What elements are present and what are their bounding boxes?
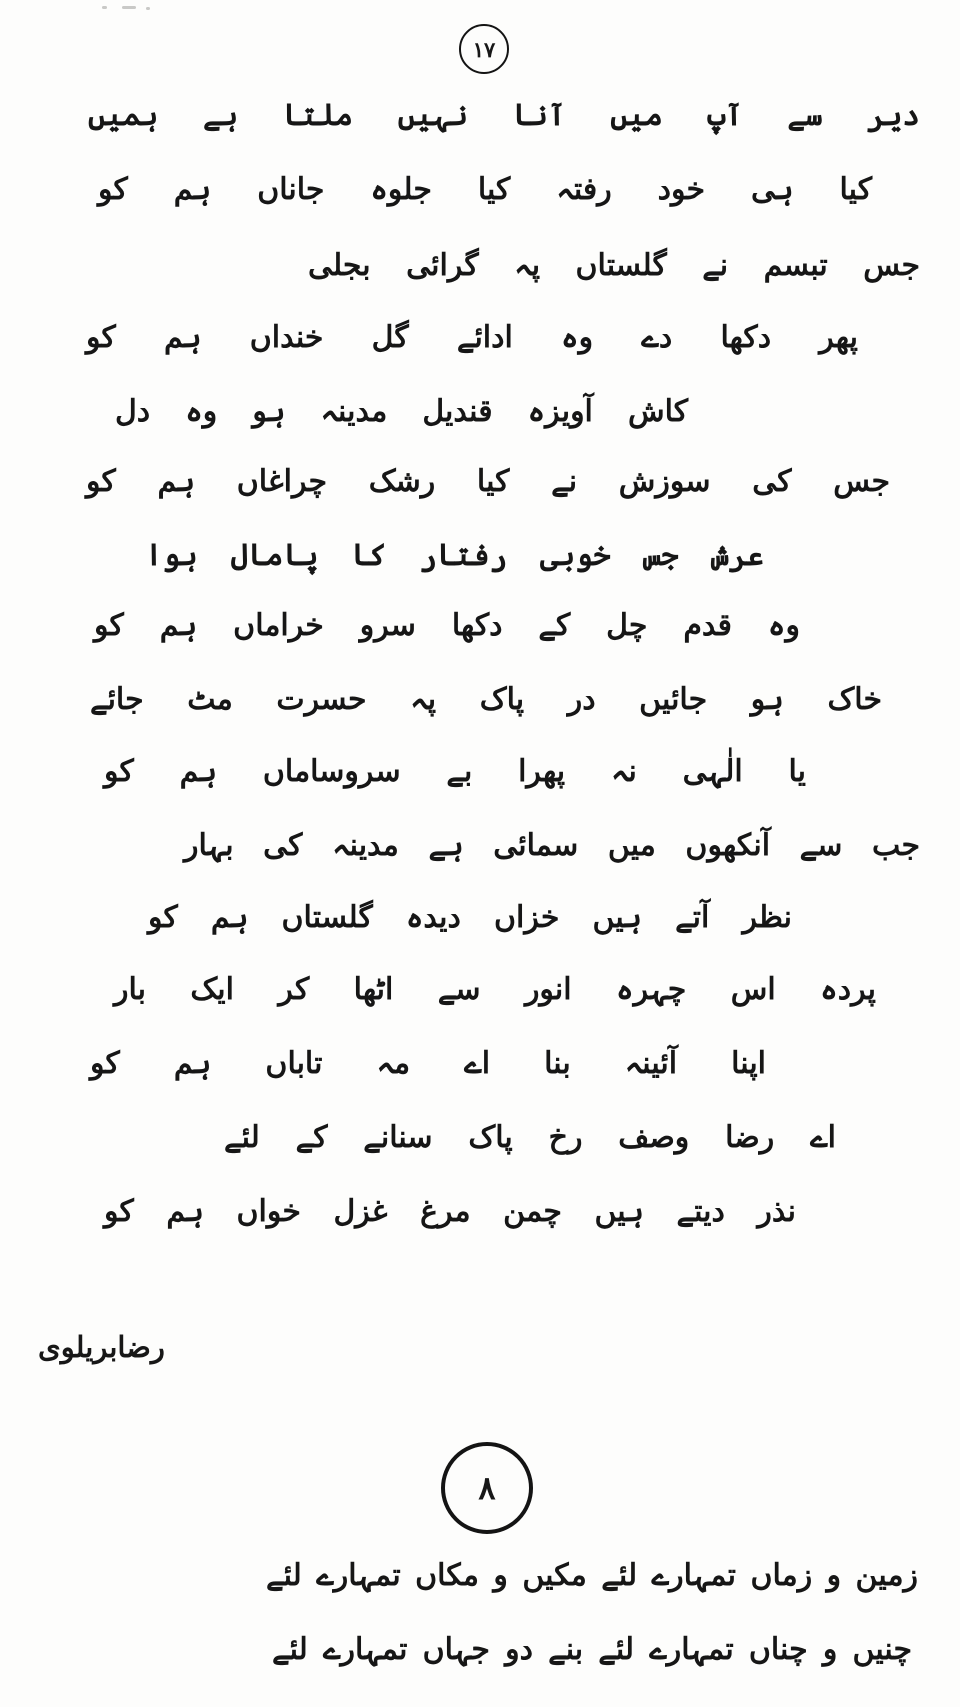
poem-line: اپنا آئینہ بنا اے مہ تاباں ہم کو <box>90 1046 766 1081</box>
poem-line: عرش جس خوبی رفتار کا پامال ہوا <box>145 538 764 573</box>
poet-signature: رضابریلوی <box>38 1330 165 1364</box>
poem-line: کاش آویزہ قندیل مدینہ ہو وہ دل <box>115 394 688 429</box>
poem-line: اے رضا وصف رخ پاک سنانے کے لئے <box>224 1120 836 1155</box>
poem-number-badge <box>441 1442 533 1534</box>
poem-line: کیا ہی خود رفتہ کیا جلوہ جاناں ہم کو <box>98 172 872 207</box>
page-number: ۱۷ <box>472 36 496 62</box>
poem-line: چنیں و چناں تمہارے لئے بنے دو جہاں تمہارے لئے <box>272 1632 912 1667</box>
poem-line: خاک ہو جائیں در پاک پہ حسرت مٹ جائے <box>90 682 882 717</box>
poem-line: نظر آتے ہیں خزاں دیدہ گلستاں ہم کو <box>148 900 792 935</box>
poem-number: ۸ <box>478 1469 496 1507</box>
poem-line: نذر دیتے ہیں چمن مرغ غزل خواں ہم کو <box>104 1194 796 1229</box>
poem-line: جس کی سوزش نے کیا رشک چراغاں ہم کو <box>86 464 890 499</box>
poem-line: پھر دکھا دے وہ ادائے گل خنداں ہم کو <box>86 320 858 355</box>
poem-line: یا الٰہی نہ پھرا بے سروساماں ہم کو <box>104 754 806 789</box>
poem-line: وہ قدم چل کے دکھا سرو خراماں ہم کو <box>94 608 800 643</box>
poem-line: جب سے آنکھوں میں سمائی ہے مدینہ کی بہار <box>184 828 920 863</box>
poem-line: زمین و زماں تمہارے لئے مکیں و مکاں تمہارے لئے <box>266 1558 918 1593</box>
page-number-badge <box>459 24 509 74</box>
scan-artifact <box>122 6 136 9</box>
scan-artifact <box>102 6 107 9</box>
poem-line: دیر سے آپ میں آنا نہیں ملتا ہے ہمیں <box>88 98 920 133</box>
poem-line: پردہ اس چہرہ انور سے اٹھا کر ایک بار <box>114 972 876 1007</box>
poem-line: جس تبسم نے گلستاں پہ گرائی بجلی <box>308 248 920 283</box>
scan-artifact <box>146 7 150 10</box>
